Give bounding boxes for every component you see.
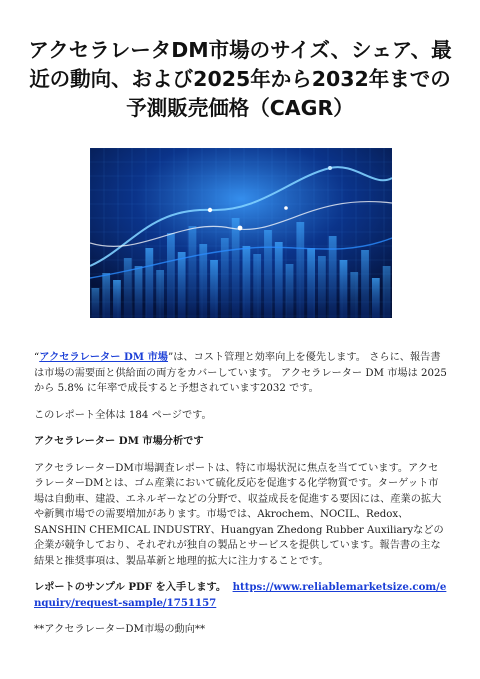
open-quote: “	[34, 352, 40, 363]
sample-link[interactable]: https://www.reliablemarketsize.com/enquiry/request-sample/1751157	[34, 581, 447, 609]
trends-heading: **アクセラレーターDM市場の動向**	[34, 624, 206, 635]
intro-text: ”は、コスト管理と効率向上を優先します。 さらに、報告書は市場の需要面と供給面の両方をカバーしています。 アクセラレーター DM 市場は 2025 から 5.8% に年率で成長すると予想されています2032 です。	[34, 352, 447, 394]
analysis-paragraph: アクセラレーターDM市場調査レポートは、特に市場状況に焦点を当てています。アクセラレーターDMとは、ゴム産業において硫化反応を促進する化学物質です。ターゲット市場は自動車、建設、エネルギーなどの分野で、収益成長を促進する要因には、産業の拡大や新興市場での需要増加があります。市場では、Akrochem、NOCIL、Redox、SANSHIN CHEMICAL INDUSTRY、Huangyan Zhedong Rubber Auxiliaryなどの企業が競争しており、それぞれが独自の製品とサービスを提供しています。報告書の主な結果と推奨事項は、製品革新と地理的拡大に注力することです。	[34, 462, 444, 567]
finance-chart-icon	[90, 148, 392, 318]
sample-paragraph	[34, 580, 448, 611]
market-link[interactable]: アクセラレーター DM 市場	[39, 351, 168, 363]
page-count-text: このレポート全体は 184 ページです。	[34, 409, 212, 421]
hero-image	[90, 148, 392, 318]
sample-label: レポートのサンプル PDF を入手します。	[34, 581, 227, 593]
intro-paragraph	[34, 350, 448, 397]
article-body	[34, 350, 448, 649]
analysis-heading: アクセラレーター DM 市場分析です	[34, 435, 204, 447]
page-title: アクセラレータDM市場のサイズ、シェア、最近の動向、および2025年から2032年までの予測販売価格（CAGR）	[28, 38, 452, 120]
